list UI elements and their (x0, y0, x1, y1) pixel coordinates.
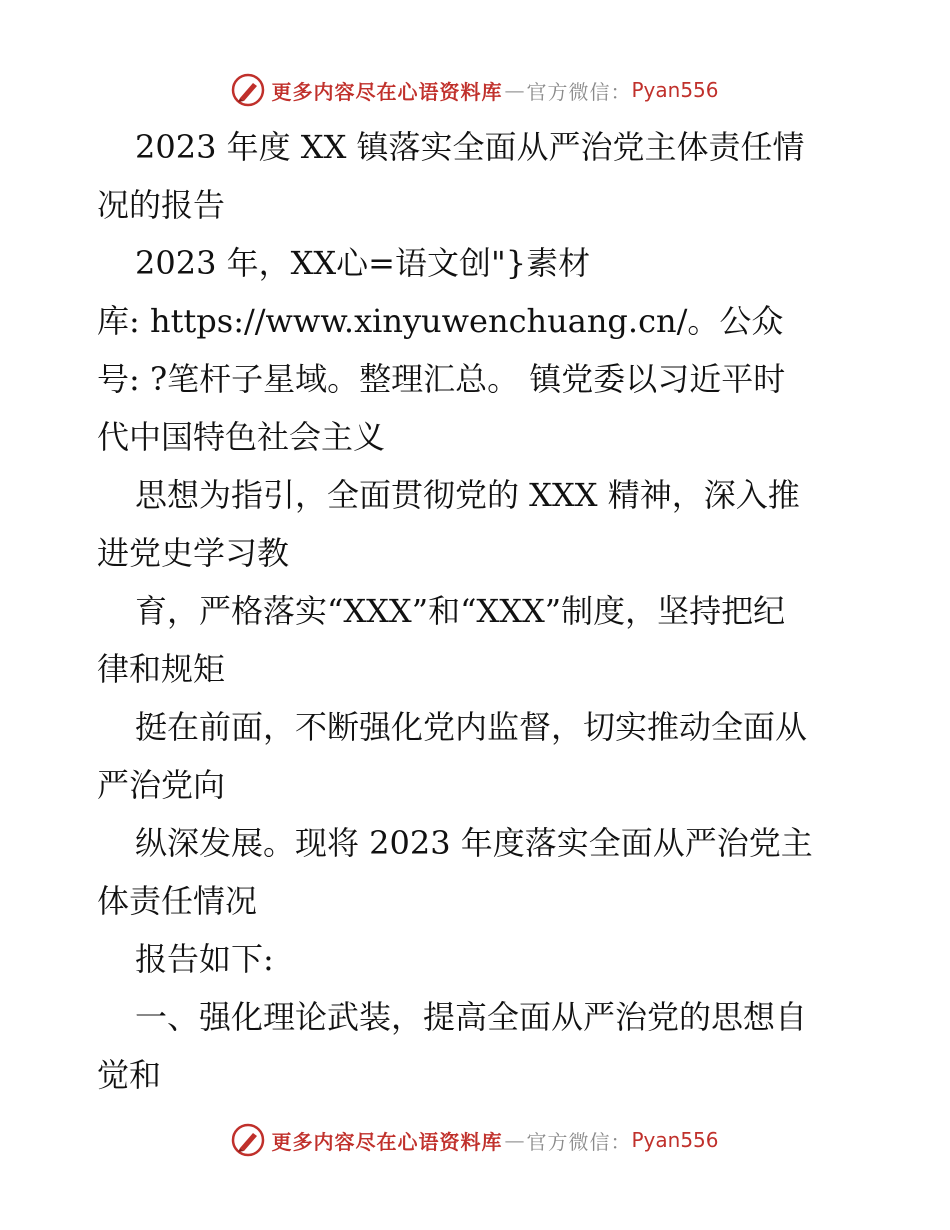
pen-logo-icon (231, 73, 265, 107)
document-body (97, 118, 857, 1104)
text-line: 思想为指引，全面贯彻党的 XXX 精神，深入推 (135, 476, 800, 514)
watermark-id: Pyan556 (631, 78, 719, 102)
text-line: 挺在前面，不断强化党内监督，切实推动全面从 (135, 708, 808, 746)
text-line: 体责任情况 (97, 882, 258, 920)
watermark-dash: — (504, 1128, 525, 1152)
watermark-id: Pyan556 (631, 1128, 719, 1152)
text-line: 纵深发展。现将 2023 年度落实全面从严治党主 (135, 824, 813, 862)
text-line: 进党史学习教 (97, 534, 290, 572)
text-line: 律和规矩 (97, 650, 226, 688)
text-line: 况的报告 (97, 186, 226, 224)
footer-watermark (0, 1120, 950, 1160)
watermark-label: 官方微信： (526, 1129, 632, 1154)
header-watermark (0, 70, 950, 110)
text-line: 育，严格落实“XXX”和“XXX”制度，坚持把纪 (135, 592, 786, 630)
text-line: 2023 年，XX心=语文创"}素材 (135, 244, 591, 282)
text-line: 库: https://www.xinyuwenchuang.cn/。公众 (97, 302, 784, 340)
text-line: 严治党向 (97, 766, 226, 804)
pen-logo-icon (231, 1123, 265, 1157)
watermark-brand: 更多内容尽在心语资料库 (271, 1129, 503, 1154)
watermark-dash: — (504, 78, 525, 102)
watermark-brand: 更多内容尽在心语资料库 (271, 79, 503, 104)
text-line: 报告如下: (135, 940, 274, 978)
watermark-label: 官方微信： (526, 79, 632, 104)
text-line: 2023 年度 XX 镇落实全面从严治党主体责任情 (135, 128, 805, 166)
text-line: 一、强化理论武装，提高全面从严治党的思想自 (135, 998, 808, 1036)
text-line: 觉和 (97, 1056, 162, 1094)
text-line: 代中国特色社会主义 (97, 418, 386, 456)
text-line: 号: ?笔杆子星域。整理汇总。 镇党委以习近平时 (97, 360, 786, 398)
